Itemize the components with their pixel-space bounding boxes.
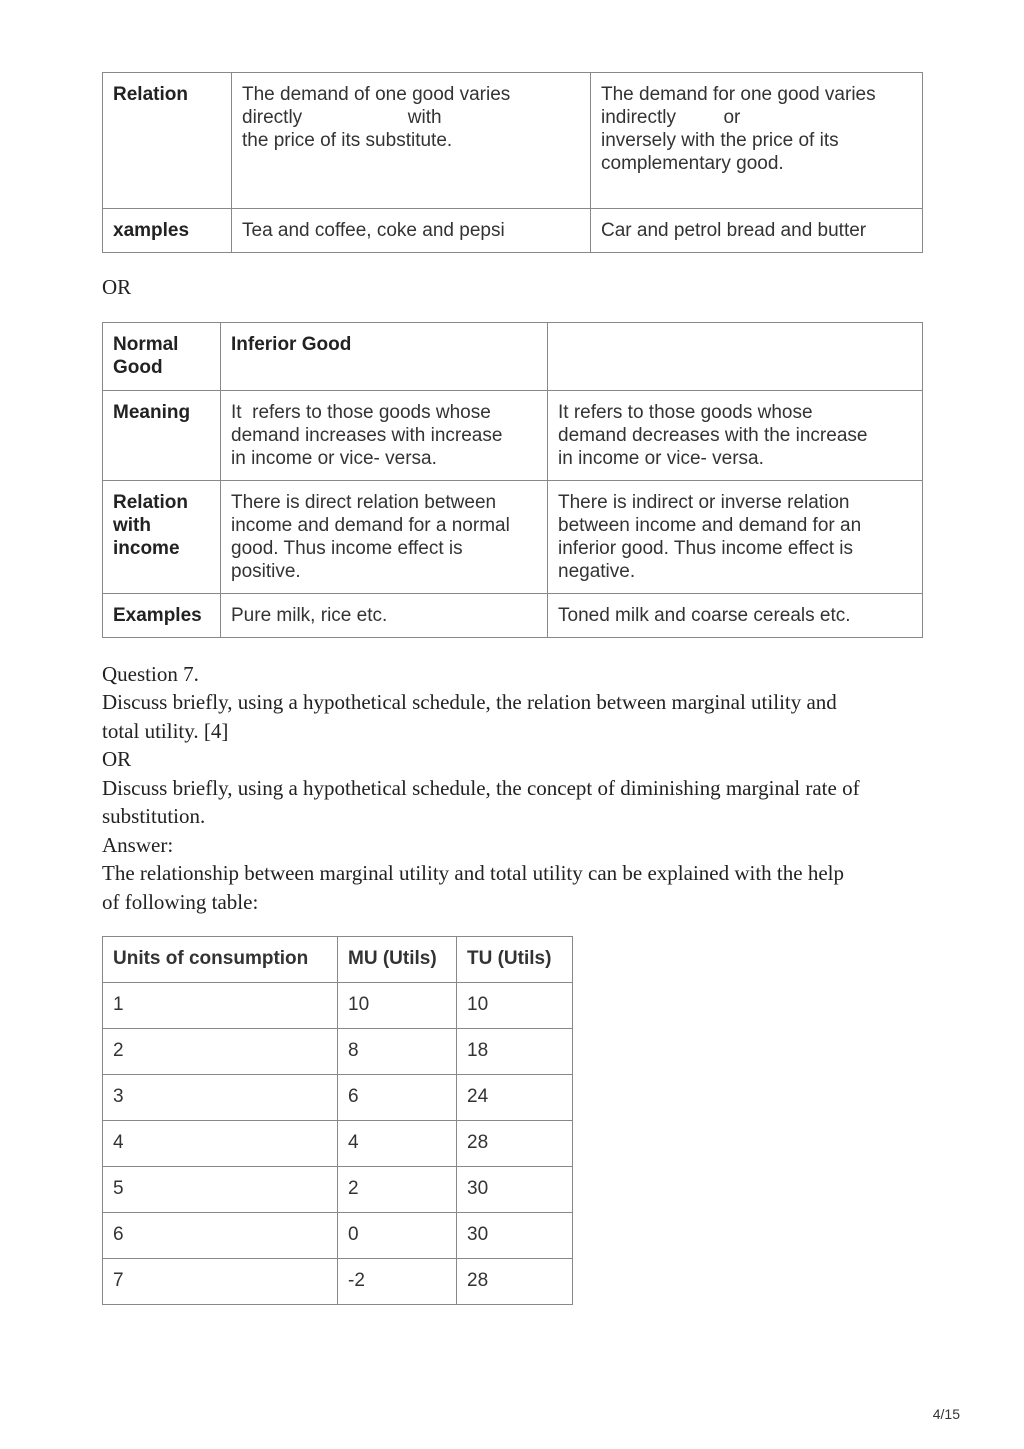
table-row (103, 322, 923, 390)
mu-cell: 10 (338, 983, 457, 1029)
table-cell: The demand of one good varies directly with the price of its substitute. (232, 73, 591, 209)
table-cell: The demand for one good varies indirectly or inversely with the price of its complementary good. (591, 73, 923, 209)
utility-table (102, 936, 573, 1305)
units-cell: 2 (103, 1029, 338, 1075)
table-header-row (103, 937, 573, 983)
table-row (103, 390, 923, 480)
units-cell: 1 (103, 983, 338, 1029)
tu-cell: 30 (457, 1213, 573, 1259)
tu-cell: 24 (457, 1075, 573, 1121)
question-text: Discuss briefly, using a hypothetical schedule, the relation between marginal utility and total utility. [4] (102, 690, 837, 743)
header-mu: MU (Utils) (338, 937, 457, 983)
answer-label: Answer: (102, 832, 174, 857)
table-cell: Car and petrol bread and butter (591, 209, 923, 253)
normal-inferior-table (102, 322, 923, 638)
question-block (102, 660, 922, 917)
mu-cell: 4 (338, 1121, 457, 1167)
question-or: OR (102, 747, 132, 771)
or-separator: OR (102, 275, 132, 299)
table-row (103, 1259, 573, 1305)
table-row (103, 593, 923, 637)
mu-cell: 0 (338, 1213, 457, 1259)
substitute-complement-table (102, 72, 923, 253)
header-units: Units of consumption (103, 937, 338, 983)
header-empty (548, 322, 923, 390)
table-row (103, 1121, 573, 1167)
question-alt-text: Discuss briefly, using a hypothetical schedule, the concept of diminishing marginal rate of substitution. (102, 775, 860, 828)
mu-cell: -2 (338, 1259, 457, 1305)
units-cell: 5 (103, 1167, 338, 1213)
question-number: Question 7. (102, 661, 199, 686)
document-page (102, 72, 922, 1305)
table-cell: Toned milk and coarse cereals etc. (548, 593, 923, 637)
row-label-meaning: Meaning (103, 390, 221, 480)
header-tu: TU (Utils) (457, 937, 573, 983)
table-row (103, 209, 923, 253)
table-cell: Pure milk, rice etc. (221, 593, 548, 637)
table-row (103, 1213, 573, 1259)
mu-cell: 6 (338, 1075, 457, 1121)
table-cell: Tea and coffee, coke and pepsi (232, 209, 591, 253)
row-label-relation-income: Relation with income (103, 480, 221, 593)
table-cell: It refers to those goods whose demand increases with increase in income or vice- versa. (221, 390, 548, 480)
header-inferior-good: Inferior Good (221, 322, 548, 390)
table-cell: There is indirect or inverse relation between income and demand for an inferior good. Thus income effect is negative. (548, 480, 923, 593)
row-label-examples: xamples (103, 209, 232, 253)
tu-cell: 10 (457, 983, 573, 1029)
tu-cell: 28 (457, 1121, 573, 1167)
units-cell: 6 (103, 1213, 338, 1259)
row-label-relation: Relation (103, 73, 232, 209)
table-cell: There is direct relation between income and demand for a normal good. Thus income effect is positive. (221, 480, 548, 593)
tu-cell: 18 (457, 1029, 573, 1075)
table-row (103, 73, 923, 209)
answer-text: The relationship between marginal utility and total utility can be explained with the help of following table: (102, 861, 844, 914)
table-row (103, 1029, 573, 1075)
row-label-examples: Examples (103, 593, 221, 637)
tu-cell: 30 (457, 1167, 573, 1213)
table-cell: It refers to those goods whose demand decreases with the increase in income or vice- versa. (548, 390, 923, 480)
table-row (103, 1075, 573, 1121)
units-cell: 4 (103, 1121, 338, 1167)
page-number: 4/15 (932, 1406, 960, 1422)
units-cell: 3 (103, 1075, 338, 1121)
units-cell: 7 (103, 1259, 338, 1305)
mu-cell: 8 (338, 1029, 457, 1075)
mu-cell: 2 (338, 1167, 457, 1213)
table-row (103, 480, 923, 593)
tu-cell: 28 (457, 1259, 573, 1305)
table-row (103, 983, 573, 1029)
table-row (103, 1167, 573, 1213)
header-normal-good: Normal Good (103, 322, 221, 390)
